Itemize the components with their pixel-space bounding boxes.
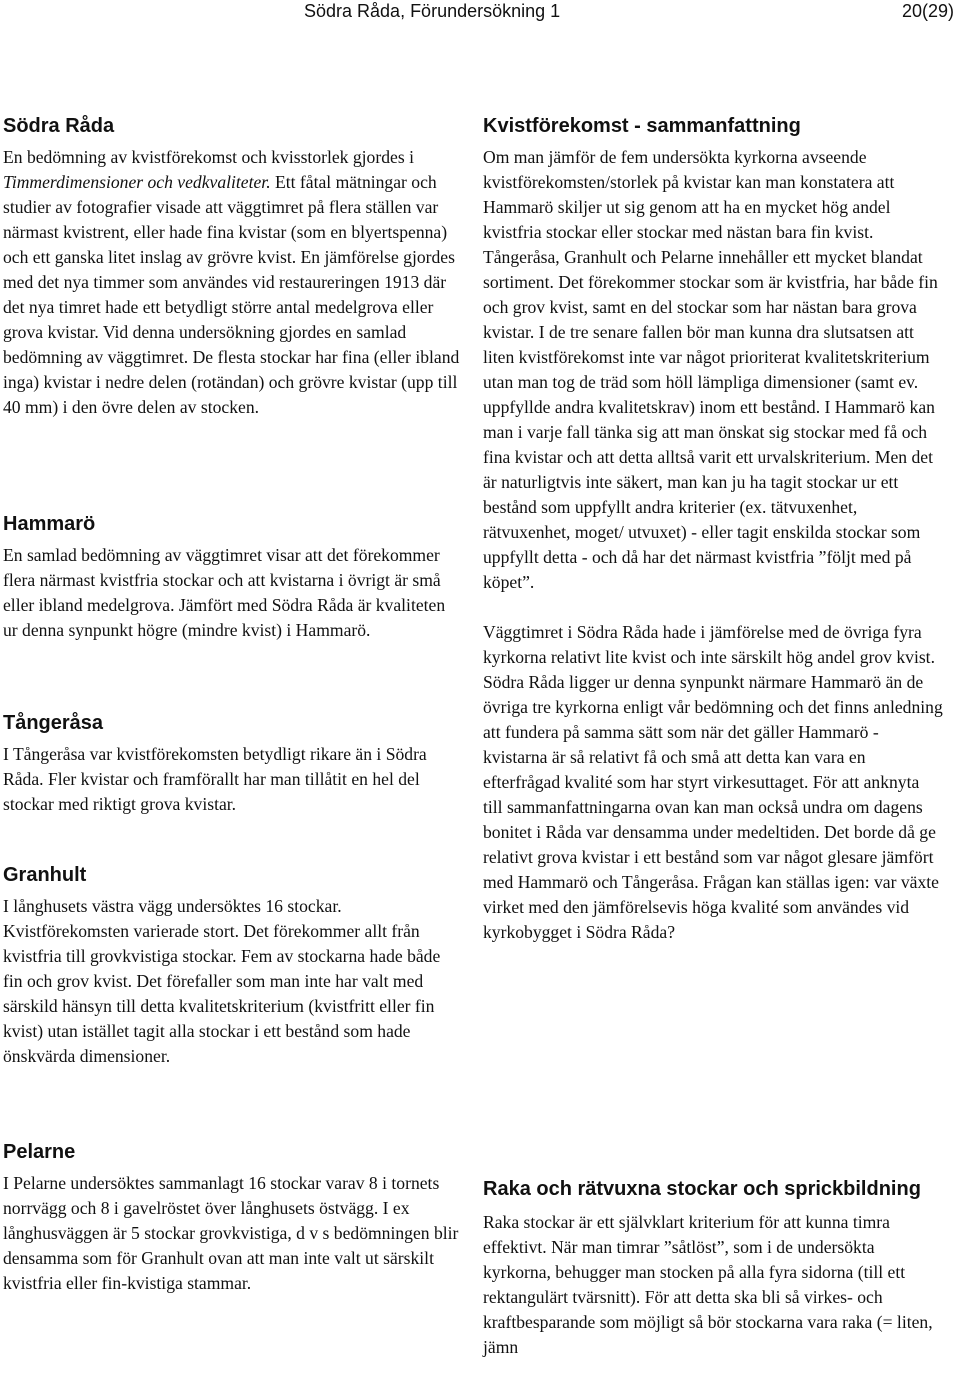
paragraph-raka-stockar: Raka stockar är ett självklart kriterium för att kunna timra effektivt. När man timrar ”såtlöst”, som i de undersökta kyrkorna, behugger man stocken på alla fyra sidorna (till ett rektangulärt tvärsnitt). För att detta ska bli så virkes- och kraftbesparande som möjligt så bör stockarna vara raka (= liten, jämn [483, 1212, 933, 1357]
heading-granhult: Granhult [3, 864, 87, 886]
heading-raka-stockar: Raka och rätvuxna stockar och sprickbildning [483, 1178, 921, 1200]
paragraph-hammaro: En samlad bedömning av väggtimret visar att det förekommer flera närmast kvistfria stockar och att kvistarna i övrigt är små eller ibland medelgrova. Jämfört med Södra Råda är kvaliteten ur denna synpunkt högre (mindre kvist) i Hammarö. [3, 545, 446, 640]
section-hammaro [3, 512, 461, 643]
section-pelarne [3, 1140, 461, 1296]
paragraph-granhult: I långhusets västra vägg undersöktes 16 stockar. Kvistförekomsten varierade stort. Det förekommer allt från kvistfria till grovkvistiga stockar. Fem av stockarna hade både fin och grov kvist. Det förefaller som man inte har valt med särskild hänsyn till detta kvalitetskriterium (kvistfritt eller fin kvist) utan istället tagit alla stockar i ett bestånd som hade önskvärda dimensioner. [3, 896, 441, 1066]
heading-pelarne: Pelarne [3, 1141, 76, 1163]
paragraph-summary-2: Väggtimret i Södra Råda hade i jämförelse med de övriga fyra kyrkorna relativt lite kvist och inte särskilt hög andel grov kvist. Södra Råda ligger ur denna synpunkt närmare Hammarö än de övriga tre kyrkorna enligt vår bedömning och det finns anledning att fundera på samma sätt som när det gäller Hammarö - kvistarna är så relativt få och små att detta kan vara en efterfrågad kvalité som har styrt virkesuttaget. För att anknyta till sammanfattningarna ovan kan man också undra om dagens bonitet i Råda var densamma under medeltiden. Det borde då ge relativt grova kvistar i ett bestånd som var något glesare jämfört med Hammarö och Tångeråsa. Frågan kan ställas igen: var växte virket med den jämförelsevis höga kvalité som användes vid kyrkobygget i Södra Råda? [483, 622, 943, 942]
heading-kvist-summary: Kvistförekomst - sammanfattning [483, 115, 801, 137]
paragraph-summary-1: Om man jämför de fem undersökta kyrkorna avseende kvistförekomsten/storlek på kvistar kan man konstatera att Hammarö skiljer ut sig genom att ha en mycket hög andel kvistfria stockar eller stockar med nästan bara fin kvist. Tångeråsa, Granhult och Pelarne innehåller ett mycket blandat sortiment. Det förekommer stockar som är kvistfria, har både fin och grov kvist, samt en del stockar som har nästan bara grova kvistar. I de tre senare fallen bör man kunna dra slutsatsen att liten kvistförekomst inte var något prioriterat kvalitetskriterium utan man tog de träd som höll lämpliga dimensioner (samt ev. uppfyllde andra kvalitetskrav) inom ett bestånd. I Hammarö kan man i varje fall tänka sig att man önskat sig stockar med få och fina kvistar och att detta alltså varit ett urvalskriterium. Men det är naturligtvis inte säkert, man kan ju ha tagit stockar ur ett bestånd som uppfyllt andra kriterier (ex. tätvuxenhet, rätvuxenhet, moget/ utvuxet) - eller tagit enskilda stockar som uppfyllt detta - och då har det närmast kvistfria ”följt med på köpet”. [483, 147, 938, 592]
heading-tangerasa: Tångeråsa [3, 712, 104, 734]
page-number: 20(29) [901, 1, 954, 21]
section-sodra-rada [3, 114, 461, 420]
document-title: Södra Råda, Förundersökning 1 [304, 1, 561, 21]
report-title-reference: Timmerdimensioner och vedkvaliteter. [3, 172, 271, 192]
heading-hammaro: Hammarö [3, 513, 96, 535]
heading-sodra-rada: Södra Råda [3, 115, 115, 137]
paragraph-pelarne: I Pelarne undersöktes sammanlagt 16 stockar varav 8 i tornets norrvägg och 8 i gavelröstet över långhusets östvägg. I ex långhusväggen är 5 stockar grovkvistiga, d v s bedömningen blir densamma som för Granhult ovan att man inte valt ut särskilt kvistfria eller fin-kvistiga stammar. [3, 1173, 459, 1293]
page-header [0, 0, 960, 26]
section-kvist-summary [483, 114, 943, 945]
paragraph-sodra-rada: En bedömning av kvistförekomst och kvisstorlek gjordes i Timmerdimensioner och vedkvaliteter. Ett fåtal mätningar och studier av fotografier visade att väggtimret på flera ställen var närmast kvistrent, eller hade fina kvistar (som en blyertspenna) och ett ganska litet inslag av grövre kvist. En jämförelse gjordes med det nya timmer som användes vid restaureringen 1913 där det nya timret hade ett betydligt större antal medelgrova eller grova kvistar. Vid denna undersökning gjordes en samlad bedömning av väggtimret. De flesta stockar har fina (eller ibland inga) kvistar i nedre delen (rotändan) och grövre kvistar (upp till 40 mm) i den övre delen av stocken. [3, 147, 460, 417]
section-tangerasa [3, 711, 461, 817]
section-granhult [3, 863, 461, 1069]
section-raka-stockar [483, 1177, 943, 1360]
paragraph-tangerasa: I Tångeråsa var kvistförekomsten betydligt rikare än i Södra Råda. Fler kvistar och framförallt har man tillåtit en hel del stockar med riktigt grova kvistar. [3, 744, 427, 814]
